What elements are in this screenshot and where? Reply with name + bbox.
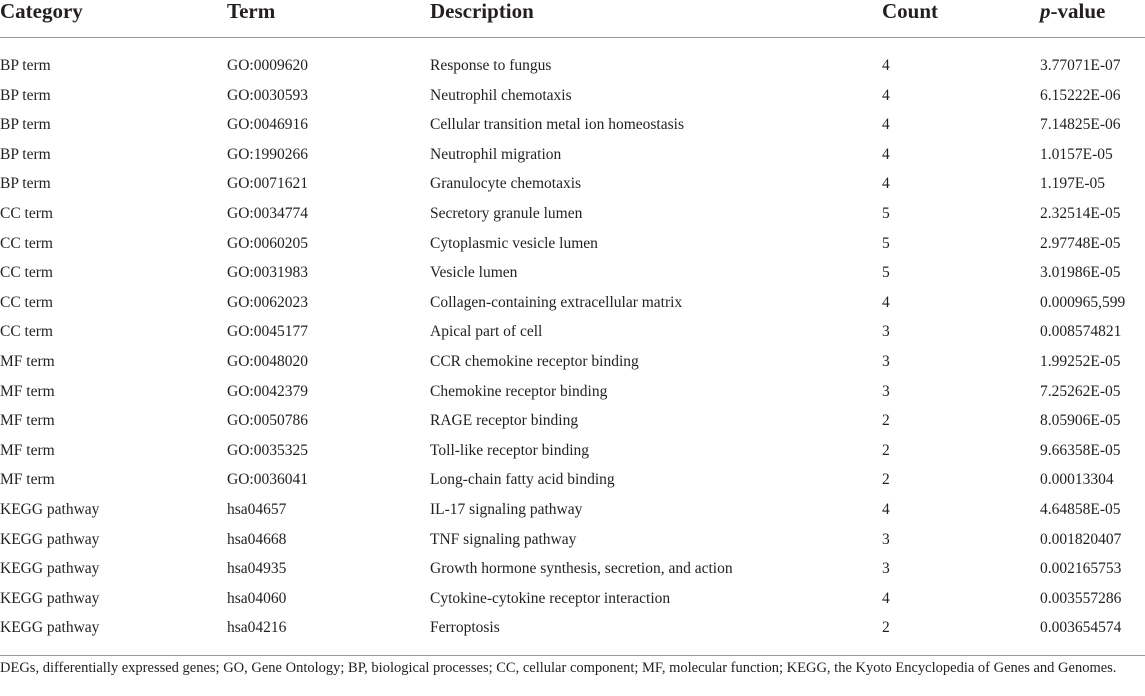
- cell-description: Toll-like receptor binding: [430, 441, 590, 459]
- cell-term: GO:0046916: [227, 116, 308, 134]
- cell-count: 4: [882, 145, 890, 163]
- cell-pvalue: 0.002165753: [1040, 560, 1122, 578]
- table-row: [0, 525, 1145, 555]
- table-row: [0, 81, 1145, 111]
- cell-term: GO:1990266: [227, 145, 308, 163]
- table-row: [0, 229, 1145, 259]
- cell-description: Cytokine-cytokine receptor interaction: [430, 589, 671, 607]
- cell-pvalue: 7.25262E-05: [1040, 382, 1121, 400]
- cell-term: GO:0050786: [227, 412, 308, 430]
- cell-count: 4: [882, 175, 890, 193]
- table-row: [0, 495, 1145, 525]
- cell-term: hsa04668: [227, 530, 287, 548]
- cell-pvalue: 1.0157E-05: [1040, 145, 1113, 163]
- cell-description: Growth hormone synthesis, secretion, and action: [430, 560, 733, 578]
- table-row: [0, 377, 1145, 407]
- cell-description: Cellular transition metal ion homeostasis: [430, 116, 684, 134]
- cell-description: Ferroptosis: [430, 613, 882, 655]
- cell-term: hsa04935: [227, 560, 287, 578]
- cell-description: Collagen-containing extracellular matrix: [430, 293, 683, 311]
- table-footnote: DEGs, differentially expressed genes; GO, Gene Ontology; BP, biological processes; CC, cellular component; MF, molecular function; KEGG, the Kyoto Encyclopedia of Genes and Genomes.: [0, 660, 1117, 676]
- cell-term: GO:0036041: [227, 471, 308, 489]
- cell-count: 4: [882, 57, 890, 74]
- cell-term: GO:0034774: [227, 204, 308, 222]
- cell-pvalue: 0.003557286: [1040, 589, 1122, 607]
- cell-category: CC term: [0, 264, 53, 282]
- header-count: Count: [882, 0, 1040, 38]
- cell-category: CC term: [0, 234, 53, 252]
- cell-description: Long-chain fatty acid binding: [430, 471, 615, 489]
- cell-category: KEGG pathway: [0, 589, 100, 607]
- cell-pvalue: 2.32514E-05: [1040, 204, 1121, 222]
- cell-category: BP term: [0, 116, 51, 134]
- table-row: [0, 406, 1145, 436]
- cell-category: MF term: [0, 382, 55, 400]
- header-row: [0, 0, 1145, 38]
- cell-pvalue: 4.64858E-05: [1040, 500, 1121, 518]
- table-row: [0, 258, 1145, 288]
- cell-category: MF term: [0, 412, 55, 430]
- table-row: [0, 584, 1145, 614]
- cell-pvalue: 6.15222E-06: [1040, 86, 1121, 104]
- cell-pvalue: 0.001820407: [1040, 530, 1122, 548]
- cell-pvalue: 1.99252E-05: [1040, 352, 1121, 370]
- table-row: [0, 347, 1145, 377]
- cell-category: BP term: [0, 86, 51, 104]
- table-row: [0, 613, 1145, 655]
- cell-term: hsa04657: [227, 500, 287, 518]
- cell-count: 5: [882, 204, 890, 222]
- cell-pvalue: 2.97748E-05: [1040, 234, 1121, 252]
- cell-description: RAGE receptor binding: [430, 412, 579, 430]
- cell-description: Response to fungus: [430, 57, 552, 74]
- table-row: [0, 436, 1145, 466]
- table-row: [0, 465, 1145, 495]
- cell-count: 3: [882, 560, 890, 578]
- cell-pvalue: 0.000965,599: [1040, 293, 1126, 311]
- cell-category: CC term: [0, 204, 53, 222]
- cell-count: 2: [882, 471, 890, 489]
- cell-category: MF term: [0, 471, 55, 489]
- cell-pvalue: 0.00013304: [1040, 471, 1114, 489]
- cell-description: Apical part of cell: [430, 323, 543, 341]
- cell-description: Secretory granule lumen: [430, 204, 583, 222]
- cell-count: 3: [882, 530, 890, 548]
- table-row: [0, 38, 1145, 81]
- table-row: [0, 199, 1145, 229]
- cell-count: 4: [882, 589, 890, 607]
- cell-category: BP term: [0, 175, 51, 193]
- cell-term: GO:0045177: [227, 323, 308, 341]
- table-row: [0, 140, 1145, 170]
- cell-category: KEGG pathway: [0, 530, 100, 548]
- header-description: Description: [430, 0, 882, 38]
- cell-term: GO:0062023: [227, 293, 308, 311]
- cell-pvalue: 0.008574821: [1040, 323, 1122, 341]
- cell-pvalue: 0.003654574: [1040, 613, 1145, 655]
- cell-term: GO:0071621: [227, 175, 308, 193]
- cell-count: 2: [882, 441, 890, 459]
- header-pvalue-italic: p: [1040, 0, 1051, 23]
- cell-count: 3: [882, 382, 890, 400]
- table-header: [0, 0, 1145, 38]
- table-row: [0, 110, 1145, 140]
- cell-pvalue: 7.14825E-06: [1040, 116, 1121, 134]
- cell-category: KEGG pathway: [0, 560, 100, 578]
- cell-term: GO:0060205: [227, 234, 308, 252]
- cell-count: 4: [882, 116, 890, 134]
- cell-category: MF term: [0, 352, 55, 370]
- cell-description: IL-17 signaling pathway: [430, 500, 583, 518]
- cell-count: 2: [882, 613, 1040, 655]
- cell-pvalue: 3.77071E-07: [1040, 57, 1121, 74]
- cell-term: GO:0035325: [227, 441, 308, 459]
- cell-description: Cytoplasmic vesicle lumen: [430, 234, 598, 252]
- cell-category: BP term: [0, 57, 51, 74]
- cell-count: 4: [882, 500, 890, 518]
- cell-count: 5: [882, 234, 890, 252]
- cell-term: GO:0030593: [227, 86, 308, 104]
- cell-count: 3: [882, 323, 890, 341]
- cell-count: 5: [882, 264, 890, 282]
- cell-pvalue: 3.01986E-05: [1040, 264, 1121, 282]
- cell-term: GO:0042379: [227, 382, 308, 400]
- cell-description: Neutrophil chemotaxis: [430, 86, 572, 104]
- cell-pvalue: 9.66358E-05: [1040, 441, 1121, 459]
- table-body: [0, 38, 1145, 656]
- cell-category: KEGG pathway: [0, 613, 227, 655]
- cell-description: Neutrophil migration: [430, 145, 562, 163]
- cell-description: CCR chemokine receptor binding: [430, 352, 639, 370]
- cell-category: MF term: [0, 441, 55, 459]
- header-term: Term: [227, 0, 430, 38]
- cell-description: Chemokine receptor binding: [430, 382, 608, 400]
- table-row: [0, 554, 1145, 584]
- cell-count: 4: [882, 86, 890, 104]
- cell-count: 2: [882, 412, 890, 430]
- cell-category: BP term: [0, 145, 51, 163]
- table-row: [0, 169, 1145, 199]
- table-row: [0, 288, 1145, 318]
- cell-description: Vesicle lumen: [430, 264, 518, 282]
- cell-term: GO:0009620: [227, 57, 308, 74]
- cell-pvalue: 8.05906E-05: [1040, 412, 1121, 430]
- cell-count: 3: [882, 352, 890, 370]
- cell-term: hsa04060: [227, 589, 287, 607]
- cell-description: TNF signaling pathway: [430, 530, 577, 548]
- header-pvalue: [1040, 0, 1145, 38]
- cell-category: CC term: [0, 323, 53, 341]
- header-pvalue-rest: -value: [1050, 0, 1106, 23]
- table-row: [0, 317, 1145, 347]
- header-category: Category: [0, 0, 227, 38]
- cell-category: KEGG pathway: [0, 500, 100, 518]
- cell-count: 4: [882, 293, 890, 311]
- cell-description: Granulocyte chemotaxis: [430, 175, 582, 193]
- cell-term: GO:0031983: [227, 264, 308, 282]
- cell-pvalue: 1.197E-05: [1040, 175, 1106, 193]
- cell-term: GO:0048020: [227, 352, 308, 370]
- cell-category: CC term: [0, 293, 53, 311]
- cell-term: hsa04216: [227, 613, 430, 655]
